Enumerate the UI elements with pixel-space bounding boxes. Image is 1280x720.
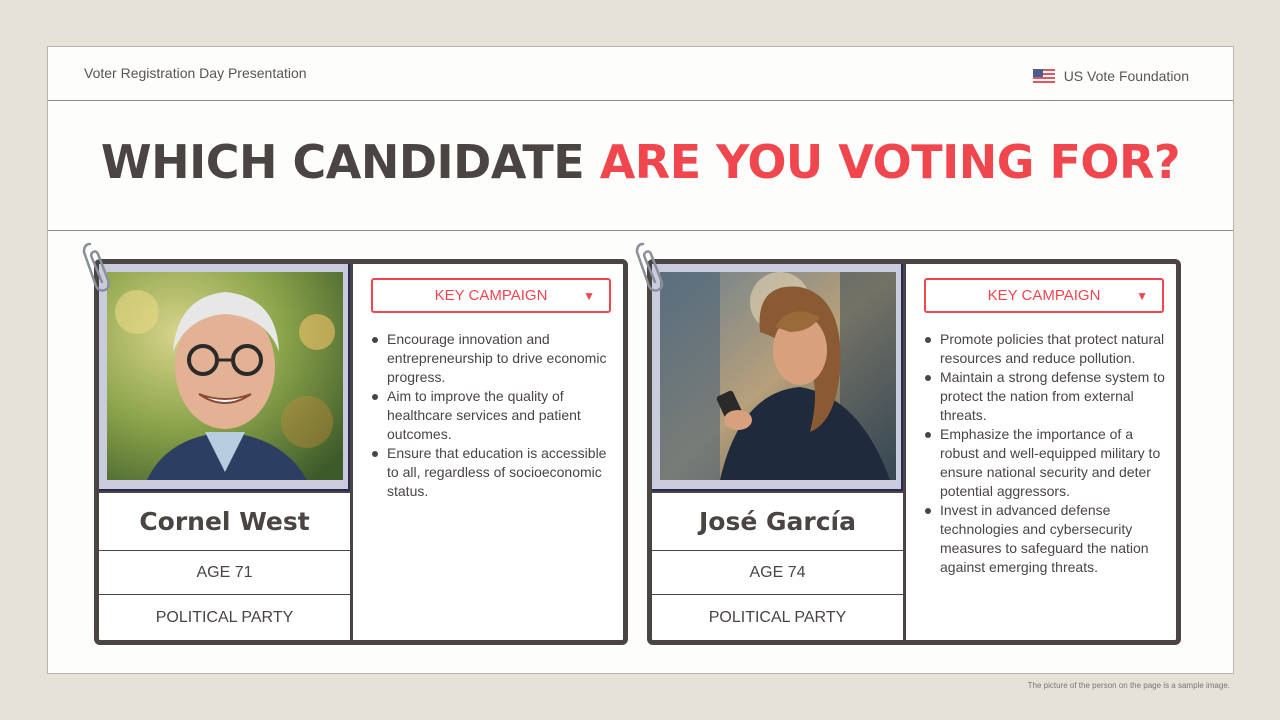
candidate-photo	[107, 272, 343, 480]
candidate-photo-frame	[99, 264, 350, 491]
headline-part2: ARE YOU VOTING FOR?	[599, 135, 1181, 189]
headline-band	[48, 101, 1233, 231]
key-campaign-dropdown[interactable]	[924, 278, 1164, 313]
us-flag-icon	[1033, 69, 1055, 84]
candidate-card-1	[94, 259, 628, 645]
list-item: Maintain a strong defense system to protect the nation from external threats.	[924, 368, 1169, 425]
candidate-info-column	[99, 264, 353, 640]
slide	[47, 46, 1234, 674]
triangle-down-icon: ▼	[1136, 289, 1148, 303]
candidate-age: AGE 74	[652, 551, 903, 595]
list-item: Emphasize the importance of a robust and well-equipped military to ensure national security and deter potential aggressors.	[924, 425, 1169, 501]
triangle-down-icon: ▼	[583, 289, 595, 303]
key-campaign-label: KEY CAMPAIGN	[987, 287, 1101, 304]
campaign-bullets	[371, 330, 616, 501]
key-campaign-dropdown[interactable]	[371, 278, 611, 313]
candidate-name: José García	[652, 491, 903, 551]
candidate-age: AGE 71	[99, 551, 350, 595]
paperclip-icon	[82, 240, 116, 294]
candidate-photo	[660, 272, 896, 480]
list-item: Promote policies that protect natural resources and reduce pollution.	[924, 330, 1169, 368]
list-item: Aim to improve the quality of healthcare services and patient outcomes.	[371, 387, 616, 444]
list-item: Encourage innovation and entrepreneurship to drive economic progress.	[371, 330, 616, 387]
presentation-title: Voter Registration Day Presentation	[84, 65, 307, 81]
key-campaign-label: KEY CAMPAIGN	[434, 287, 548, 304]
candidate-photo-frame	[652, 264, 903, 491]
organization-name: US Vote Foundation	[1063, 68, 1189, 84]
page-title	[48, 135, 1233, 189]
footnote: The picture of the person on the page is a sample image.	[1027, 681, 1230, 690]
headline-part1: WHICH CANDIDATE	[100, 135, 585, 189]
organization	[1033, 68, 1189, 84]
list-item: Invest in advanced defense technologies and cybersecurity measures to safeguard the nation against emerging threats.	[924, 501, 1169, 577]
paperclip-icon	[635, 240, 669, 294]
candidate-party: POLITICAL PARTY	[155, 608, 294, 626]
top-bar	[48, 47, 1233, 101]
candidate-party: POLITICAL PARTY	[708, 608, 847, 626]
candidate-name: Cornel West	[99, 491, 350, 551]
list-item: Ensure that education is accessible to all, regardless of socioeconomic status.	[371, 444, 616, 501]
candidate-info-column	[652, 264, 906, 640]
candidate-card-2	[647, 259, 1181, 645]
campaign-bullets	[924, 330, 1169, 577]
